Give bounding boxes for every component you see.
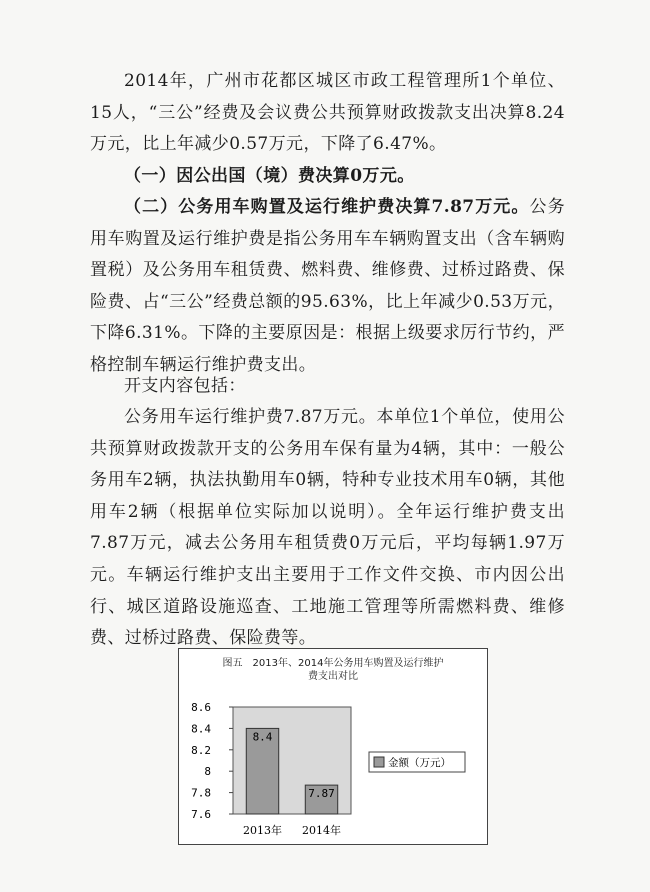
paragraph-overseas — [90, 161, 565, 193]
vehicle-heading: （二）公务用车购置及运行维护费决算7.87万元。 — [124, 197, 530, 217]
data-label: 8.4 — [252, 730, 273, 744]
bar-chart — [178, 648, 488, 845]
legend-swatch — [374, 757, 384, 767]
paragraph-maintenance — [90, 402, 565, 655]
expense-intro-text: 开支内容包括： — [124, 376, 246, 396]
paragraph-summary — [90, 66, 565, 161]
chart-canvas — [179, 649, 487, 844]
paragraph-vehicle — [90, 192, 565, 382]
x-tick-label: 2014年 — [302, 824, 341, 837]
x-tick-label: 2013年 — [243, 824, 282, 837]
chart-title-line1: 图五 2013年、2014年公务用车购置及运行维护 — [222, 658, 444, 669]
y-tick-label: 8.4 — [191, 722, 211, 736]
legend-label: 金额（万元） — [388, 757, 451, 769]
y-tick-label: 8.6 — [191, 701, 211, 714]
data-label: 7.87 — [308, 787, 335, 801]
y-tick-label: 7.6 — [191, 808, 211, 821]
y-tick-label: 7.8 — [191, 786, 211, 800]
vehicle-text: 公务用车购置及运行维护费是指公务用车车辆购置支出（含车辆购置税）及公务用车租赁费、燃料费、维修费、过桥过路费、保险费、占“三公”经费总额的95.63%，比上年减少0.53万元，下降6.31%。下降的主要原因是：根据上级要求厉行节约，严格控制车辆运行维护费支出。 — [90, 197, 565, 375]
y-tick-label: 8 — [204, 765, 211, 779]
paragraph-expense-intro — [90, 371, 565, 403]
summary-text: 2014年，广州市花都区城区市政工程管理所1个单位、15人，“三公”经费及会议费公共预算财政拨款支出决算8.24万元，比上年减少0.57万元，下降了6.47%。 — [90, 71, 565, 155]
overseas-heading: （一）因公出国（境）费决算0万元。 — [124, 166, 415, 186]
maintenance-text: 公务用车运行维护费7.87万元。本单位1个单位，使用公共预算财政拨款开支的公务用车保有量为4辆，其中：一般公务用车2辆，执法执勤用车0辆，特种专业技术用车0辆，其他用车2辆（根据单位实际加以说明）。全年运行维护费支出7.87万元，减去公务用车租赁费0万元后，平均每辆1.97万元。车辆运行维护支出主要用于工作文件交换、市内因公出行、城区道路设施巡查、工地施工管理等所需燃料费、维修费、过桥过路费、保险费等。 — [90, 407, 565, 649]
chart-title-line2: 费支出对比 — [308, 671, 358, 682]
y-tick-label: 8.2 — [191, 743, 211, 757]
